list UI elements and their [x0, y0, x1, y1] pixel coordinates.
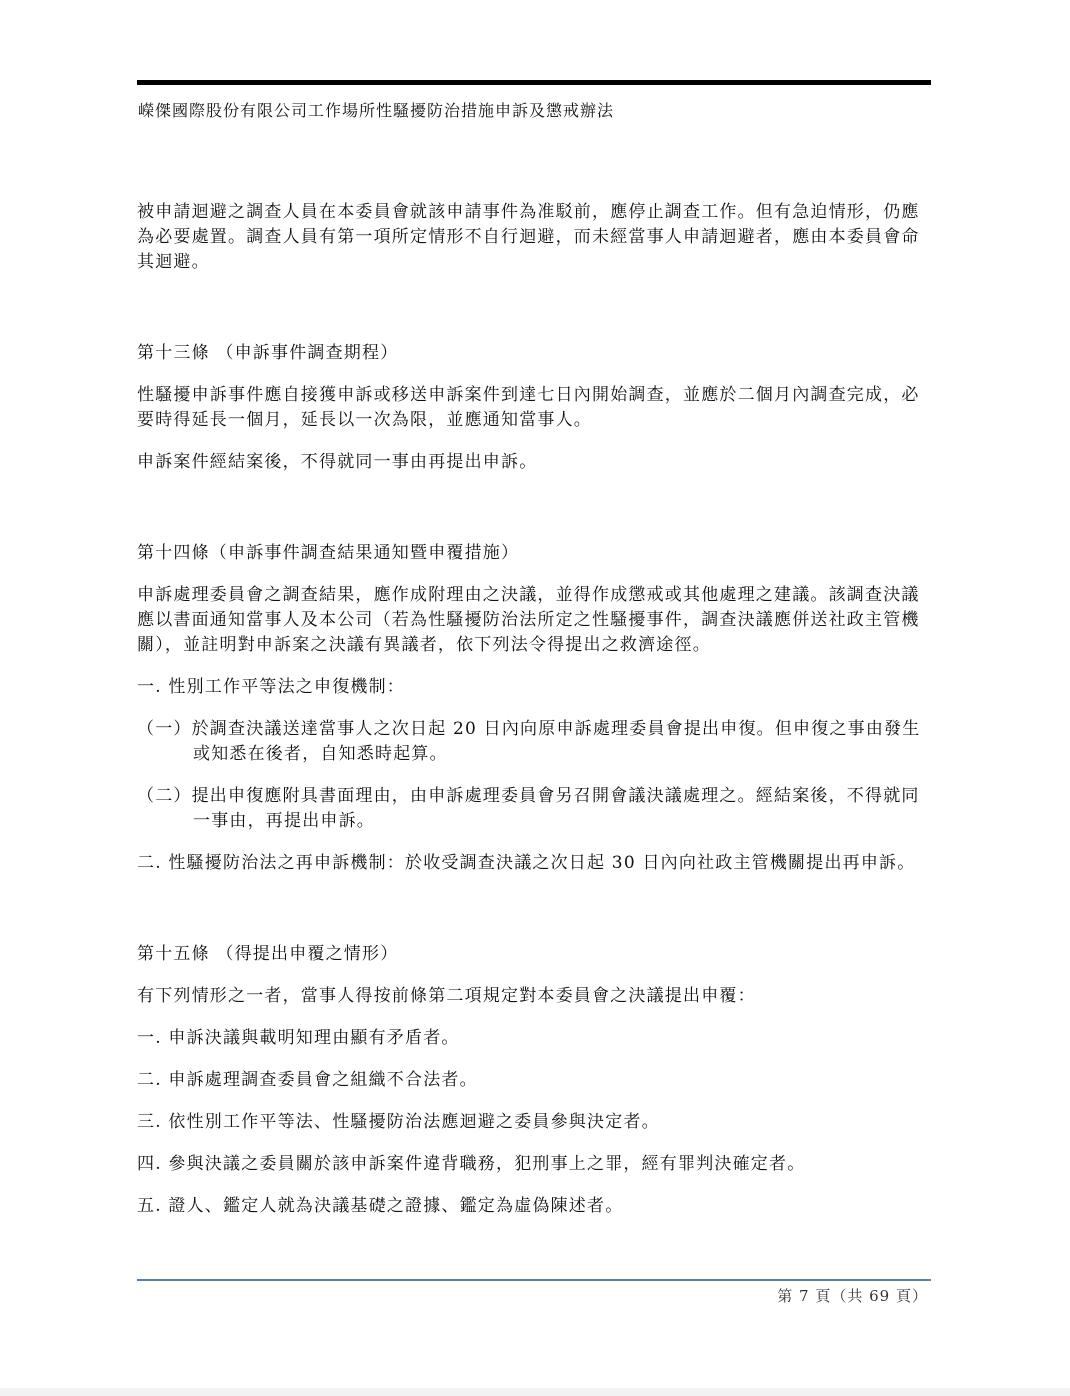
article-14-item-1: 一. 性別工作平等法之申復機制： [137, 677, 406, 697]
page-bottom-edge [0, 1388, 1070, 1396]
article-15-item: 一. 申訴決議與載明知理由顯有矛盾者。 [137, 1028, 460, 1048]
article-15-item: 四. 參與決議之委員關於該申訴案件違背職務，犯刑事上之罪，經有罪判決確定者。 [137, 1154, 806, 1174]
page-number: 第 7 頁（共 69 頁） [777, 1287, 928, 1305]
article-14-item-2: 二. 性騷擾防治法之再申訴機制：於收受調查決議之次日起 30 日內向社政主管機關提出再申訴。 [137, 853, 916, 873]
paragraph-recusal: 被申請迴避之調查人員在本委員會就該申請事件為准駁前，應停止調查工作。但有急迫情形，仍應為必要處置。調查人員有第一項所定情形不自行迴避，而未經當事人申請迴避者，應由本委員會命其迴避。 [137, 202, 920, 272]
article-13-title: 第十三條 （申訴事件調查期程） [137, 343, 399, 363]
article-14-title: 第十四條（申訴事件調查結果通知暨申覆措施） [137, 543, 520, 563]
article-15-item: 五. 證人、鑑定人就為決議基礎之證據、鑑定為虛偽陳述者。 [137, 1196, 624, 1216]
article-15-item: 三. 依性別工作平等法、性騷擾防治法應迴避之委員參與決定者。 [137, 1112, 660, 1132]
article-15-item: 二. 申訴處理調查委員會之組織不合法者。 [137, 1070, 478, 1090]
header-rule [137, 80, 931, 85]
article-13-paragraph-1: 性騷擾申訴事件應自接獲申訴或移送申訴案件到達七日內開始調查，並應於二個月內調查完成，必要時得延長一個月，延長以一次為限，並應通知當事人。 [137, 385, 920, 430]
article-14-item-1-sub-1: （一）於調查決議送達當事人之次日起 20 日內向原申訴處理委員會提出申復。但申復之事由發生或知悉在後者，自知悉時起算。 [137, 719, 921, 764]
article-15-title: 第十五條 （得提出申覆之情形） [137, 944, 399, 964]
article-15-intro: 有下列情形之一者，當事人得按前條第二項規定對本委員會之決議提出申覆： [137, 986, 756, 1006]
document-header-title: 嶸傑國際股份有限公司工作場所性騷擾防治措施申訴及懲戒辦法 [138, 101, 615, 120]
article-13-paragraph-2: 申訴案件經結案後，不得就同一事由再提出申訴。 [137, 452, 538, 472]
footer-rule [137, 1279, 931, 1281]
article-14-paragraph-1: 申訴處理委員會之調查結果，應作成附理由之決議，並得作成懲戒或其他處理之建議。該調查決議應以書面通知當事人及本公司（若為性騷擾防治法所定之性騷擾事件，調查決議應併送社政主管機關），並註明對申訴案之決議有異議者，依下列法令得提出之救濟途徑。 [137, 585, 920, 655]
article-14-item-1-sub-2: （二）提出申復應附具書面理由，由申訴處理委員會另召開會議決議處理之。經結案後，不得就同一事由，再提出申訴。 [137, 786, 920, 831]
document-body [137, 200, 937, 1219]
